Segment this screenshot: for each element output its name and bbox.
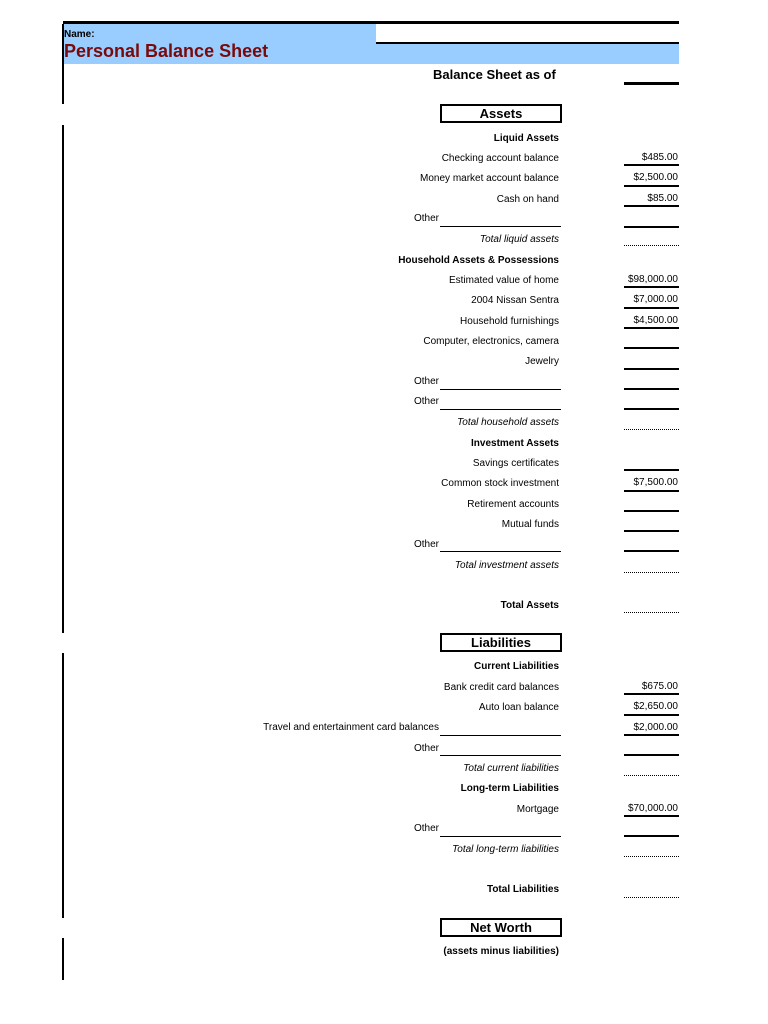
total-line xyxy=(624,572,679,573)
row-label: Money market account balance xyxy=(420,173,559,184)
other-label: Other xyxy=(414,539,440,550)
household-heading: Household Assets & Possessions xyxy=(398,255,559,266)
row-label: Common stock investment xyxy=(441,478,559,489)
value-line[interactable] xyxy=(624,510,679,512)
left-border-3 xyxy=(62,653,64,918)
value-line[interactable] xyxy=(624,550,679,552)
longterm-liabilities-heading: Long-term Liabilities xyxy=(460,783,559,794)
investment-heading: Investment Assets xyxy=(471,438,559,449)
other-label: Other xyxy=(414,823,440,834)
value-line xyxy=(624,734,679,736)
value-line[interactable] xyxy=(624,347,679,349)
row-label: Bank credit card balances xyxy=(443,682,559,693)
value-line xyxy=(624,327,679,329)
total-liquid-label: Total liquid assets xyxy=(479,234,559,245)
value-line xyxy=(624,205,679,207)
row-value[interactable]: $675.00 xyxy=(641,681,678,692)
other-label: Other xyxy=(414,376,440,387)
value-line[interactable] xyxy=(624,408,679,410)
row-value[interactable]: $85.00 xyxy=(647,193,678,204)
row-value[interactable]: $4,500.00 xyxy=(633,315,678,326)
value-line xyxy=(624,714,679,716)
net-worth-subtitle: (assets minus liabilities) xyxy=(443,946,559,957)
total-liabilities-label: Total Liabilities xyxy=(486,884,559,895)
left-border-4 xyxy=(62,938,64,980)
as-of-date-line[interactable] xyxy=(624,82,679,85)
total-line xyxy=(624,245,679,246)
value-line xyxy=(624,307,679,309)
row-label: Computer, electronics, camera xyxy=(423,336,559,347)
row-label: Estimated value of home xyxy=(448,275,559,286)
value-line[interactable] xyxy=(624,754,679,756)
row-label: Mutual funds xyxy=(501,519,559,530)
value-line xyxy=(624,286,679,288)
row-label: Household furnishings xyxy=(460,316,559,327)
value-line xyxy=(624,815,679,817)
row-label: Retirement accounts xyxy=(467,499,559,510)
other-input-line[interactable] xyxy=(440,409,561,410)
total-line xyxy=(624,429,679,430)
other-input-line[interactable] xyxy=(440,226,561,227)
other-input-line[interactable] xyxy=(440,389,561,390)
assets-heading: Assets xyxy=(440,104,562,123)
total-line xyxy=(624,856,679,857)
liabilities-heading: Liabilities xyxy=(440,633,562,652)
row-value[interactable]: $70,000.00 xyxy=(627,803,678,814)
other-input-line[interactable] xyxy=(440,735,561,736)
value-line xyxy=(624,693,679,695)
row-value[interactable]: $98,000.00 xyxy=(627,274,678,285)
value-line[interactable] xyxy=(624,530,679,532)
row-label: Savings certificates xyxy=(472,458,559,469)
header-band-right xyxy=(376,44,679,64)
value-line[interactable] xyxy=(624,469,679,471)
value-line xyxy=(624,185,679,187)
name-input-line[interactable] xyxy=(376,42,679,44)
value-line xyxy=(624,164,679,166)
row-value[interactable]: $2,650.00 xyxy=(633,701,678,712)
net-worth-heading: Net Worth xyxy=(440,918,562,937)
row-label: Mortgage xyxy=(516,804,559,815)
value-line[interactable] xyxy=(624,388,679,390)
name-label: Name: xyxy=(64,29,95,40)
row-value[interactable]: $485.00 xyxy=(641,152,678,163)
left-border-1 xyxy=(62,24,64,104)
total-line xyxy=(624,897,679,898)
value-line[interactable] xyxy=(624,368,679,370)
row-value[interactable]: $7,500.00 xyxy=(633,477,678,488)
total-assets-label: Total Assets xyxy=(500,600,559,611)
row-label: Checking account balance xyxy=(441,153,559,164)
as-of-label: Balance Sheet as of xyxy=(433,67,556,82)
other-input-line[interactable] xyxy=(440,836,561,837)
other-label: Other xyxy=(414,743,440,754)
total-line xyxy=(624,612,679,613)
other-input-line[interactable] xyxy=(440,755,561,756)
current-liabilities-heading: Current Liabilities xyxy=(473,661,559,672)
row-label: Auto loan balance xyxy=(478,702,559,713)
total-line xyxy=(624,775,679,776)
total-current-label: Total current liabilities xyxy=(463,763,559,774)
value-line[interactable] xyxy=(624,226,679,228)
liquid-assets-heading: Liquid Assets xyxy=(493,133,559,144)
row-value[interactable]: $2,000.00 xyxy=(633,722,678,733)
row-label: 2004 Nissan Sentra xyxy=(471,295,559,306)
row-value[interactable]: $7,000.00 xyxy=(633,294,678,305)
total-household-label: Total household assets xyxy=(457,417,559,428)
row-label: Cash on hand xyxy=(496,194,559,205)
other-input-line[interactable] xyxy=(440,551,561,552)
other-label: Other xyxy=(414,213,440,224)
other-label: Other xyxy=(414,396,440,407)
row-label: Jewelry xyxy=(525,356,559,367)
row-value[interactable]: $2,500.00 xyxy=(633,172,678,183)
total-longterm-label: Total long-term liabilities xyxy=(452,844,559,855)
value-line xyxy=(624,490,679,492)
left-border-2 xyxy=(62,125,64,633)
total-investment-label: Total investment assets xyxy=(454,560,559,571)
page-title: Personal Balance Sheet xyxy=(64,41,269,61)
row-label: Travel and entertainment card balances xyxy=(263,722,439,733)
value-line[interactable] xyxy=(624,835,679,837)
